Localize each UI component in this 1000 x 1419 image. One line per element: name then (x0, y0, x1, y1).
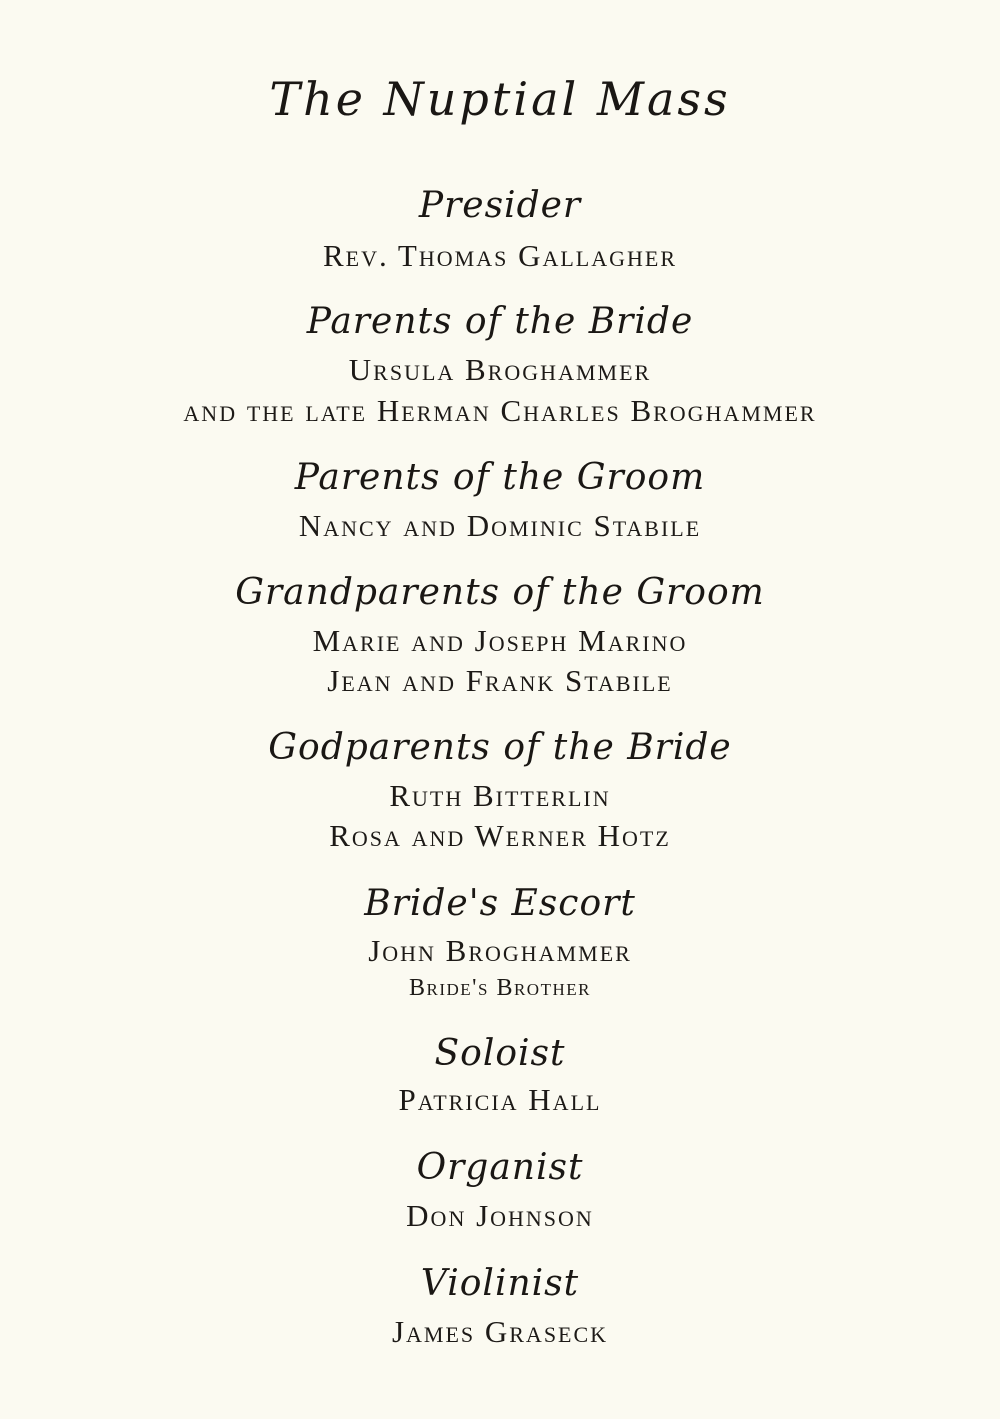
section-name: Rosa and Werner Hotz (329, 818, 671, 853)
section-name: John Broghammer (368, 933, 632, 968)
section-name: Jean and Frank Stabile (327, 663, 673, 698)
section-heading-parents-of-groom: Parents of the Groom (294, 457, 706, 498)
section-name: Marie and Joseph Marino (312, 623, 688, 658)
section-heading-organist: Organist (416, 1147, 584, 1188)
section-heading-grandparents-of-groom: Grandparents of the Groom (235, 572, 765, 613)
program-title: The Nuptial Mass (269, 72, 731, 126)
section-name: and the late Herman Charles Broghammer (183, 393, 817, 428)
section-note: Bride's Brother (409, 975, 591, 1001)
section-heading-godparents-of-bride: Godparents of the Bride (268, 727, 732, 768)
section-heading-soloist: Soloist (434, 1033, 566, 1074)
section-heading-violinist: Violinist (420, 1263, 580, 1304)
section-name: Rev. Thomas Gallagher (322, 238, 678, 273)
section-name: Ursula Broghammer (348, 352, 652, 387)
section-heading-presider: Presider (418, 185, 582, 226)
section-name: James Graseck (391, 1314, 609, 1349)
section-heading-parents-of-bride: Parents of the Bride (306, 301, 694, 342)
section-name: Don Johnson (406, 1198, 594, 1233)
section-heading-brides-escort: Bride's Escort (364, 883, 636, 924)
section-name: Nancy and Dominic Stabile (298, 508, 702, 543)
section-name: Patricia Hall (398, 1082, 602, 1117)
section-name: Ruth Bitterlin (389, 778, 611, 813)
